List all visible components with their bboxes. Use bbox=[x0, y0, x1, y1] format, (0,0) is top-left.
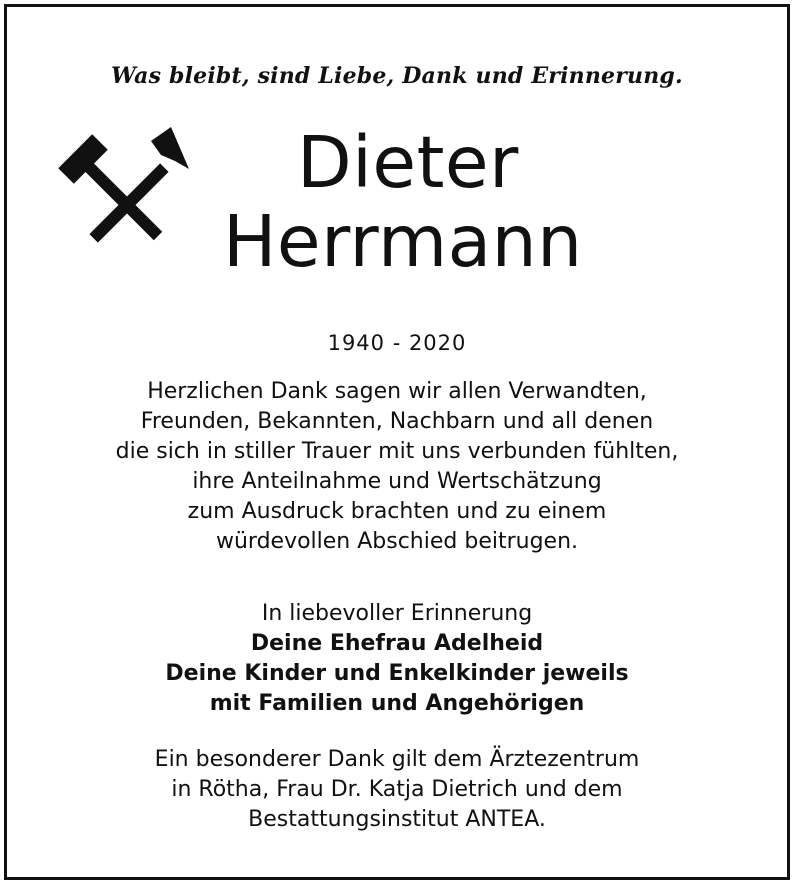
family-line: Deine Ehefrau Adelheid bbox=[250, 631, 544, 656]
thanks-line: zum Ausdruck brachten und zu einem bbox=[187, 499, 607, 524]
family-signature bbox=[7, 599, 787, 719]
thanks-line: ihre Anteilnahme und Wertschätzung bbox=[192, 469, 602, 494]
special-thanks-paragraph bbox=[7, 745, 787, 835]
thanks-line: die sich in stiller Trauer mit uns verbunden fühlten, bbox=[115, 439, 679, 464]
obituary-frame bbox=[4, 4, 790, 880]
deceased-first-name: Dieter bbox=[297, 121, 519, 204]
family-line: Deine Kinder und Enkelkinder jeweils bbox=[165, 661, 629, 686]
special-thanks-line: Bestattungsinstitut ANTEA. bbox=[248, 807, 546, 832]
thanks-paragraph bbox=[7, 377, 787, 557]
remembrance-intro: In liebevoller Erinnerung bbox=[261, 601, 533, 626]
thanks-line: würdevollen Abschied beitrugen. bbox=[215, 529, 579, 554]
family-line: mit Familien und Angehörigen bbox=[209, 691, 585, 716]
life-years: 1940 - 2020 bbox=[327, 331, 467, 355]
deceased-last-name: Herrmann bbox=[223, 200, 583, 283]
hammer-and-pick-icon bbox=[49, 125, 199, 261]
thanks-line: Freunden, Bekannten, Nachbarn und all denen bbox=[140, 409, 654, 434]
thanks-line: Herzlichen Dank sagen wir allen Verwandten, bbox=[147, 379, 647, 404]
special-thanks-line: Ein besonderer Dank gilt dem Ärztezentrum bbox=[154, 747, 640, 772]
special-thanks-line: in Rötha, Frau Dr. Katja Dietrich und dem bbox=[171, 777, 623, 802]
motto-heading: Was bleibt, sind Liebe, Dank und Erinnerung. bbox=[111, 63, 683, 89]
